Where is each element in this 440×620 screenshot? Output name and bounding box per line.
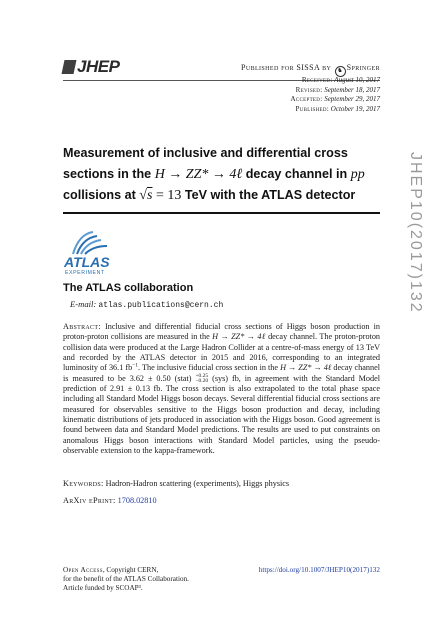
- doi-link[interactable]: https://doi.org/10.1007/JHEP10(2017)132: [258, 566, 380, 574]
- title-rule: [63, 212, 380, 214]
- published-for-text: Published for SISSA by: [240, 63, 332, 72]
- publication-dates: [291, 76, 380, 114]
- paper-title: [63, 143, 380, 206]
- date-received: Received: August 10, 2017: [301, 76, 380, 84]
- atlas-logo-word: ATLAS: [64, 254, 110, 270]
- arxiv-label: ArXiv ePrint:: [63, 496, 116, 505]
- date-revised: Revised: September 18, 2017: [295, 85, 380, 94]
- keywords: [63, 479, 380, 488]
- arxiv-link[interactable]: 1708.02810: [117, 496, 157, 505]
- publisher-name: Springer: [346, 63, 380, 72]
- atlas-logo-graphic: [63, 228, 115, 276]
- footer-license: [63, 566, 189, 593]
- footer-line-3: Article funded by SCOAP³.: [63, 584, 143, 592]
- atlas-logo-sub: EXPERIMENT: [65, 270, 105, 276]
- title-sqrt-s: √s: [139, 188, 153, 203]
- springer-horse-icon: ♞: [335, 66, 346, 77]
- side-identifier-text: JHEP10(2017)132: [407, 152, 424, 314]
- collaboration-name: The ATLAS collaboration: [63, 282, 194, 294]
- title-line-3: collisions at √s = 13 TeV with the ATLAS detector: [63, 188, 356, 203]
- abstract: Abstract: Inclusive and differential fiducial cross sections of Higgs boson production in proton-proton collisions are measured in the H → ZZ* → 4ℓ decay channel. The proton-proton collision data were produced at the Large Hadron Collider at a centre-of-mass energy of 13 TeV and recorded by the ATLAS detector in 2015 and 2016, corresponding to an integrated luminosity of 36.1 $fb^{-1}$. The inclusive fiducial cross section in the H → ZZ* → 4ℓ decay channel is measured to be 3.62 ± 0.50 (stat) +0.25 −0.20 (sys) fb, in agreement with the Standard Model prediction of 2.91 ± 0.13 fb. The cross section is also extrapolated to the total phase space including all Standard Model Higgs boson decays. Several differential fiducial cross sections are measured for observables sensitive to the Higgs boson production and decay, including kinematic distributions of jets produced in association with the Higgs boson. Good agreement is found between data and Standard Model predictions. The results are used to put constraints on anomalous Higgs boson interactions with Standard Model particles, using the pseudo-observable extension to the kappa-framework.: [63, 322, 381, 456]
- date-accepted: Accepted: September 29, 2017: [290, 95, 380, 104]
- title-line-1: Measurement of inclusive and differential cross: [63, 146, 348, 160]
- arxiv-eprint: [63, 496, 157, 505]
- published-by-line: [241, 63, 380, 77]
- jhep-logo-text: JHEP: [77, 57, 120, 76]
- jhep-logo: [63, 57, 133, 77]
- keywords-text: Hadron-Hadron scattering (experiments), Higgs physics: [103, 479, 290, 488]
- email-link[interactable]: atlas.publications@cern.ch: [98, 301, 224, 310]
- footer-line-1: Open Access, Copyright CERN,: [63, 566, 159, 574]
- jhep-logo-mark: [62, 60, 77, 74]
- email-label: E-mail:: [70, 299, 97, 309]
- date-published: Published: October 19, 2017: [295, 104, 380, 113]
- title-line-2: sections in the H → ZZ* → 4ℓ decay channel in pp: [63, 167, 365, 182]
- keywords-label: Keywords:: [63, 479, 104, 488]
- title-pp: pp: [350, 167, 365, 182]
- atlas-experiment-logo: [63, 228, 115, 276]
- side-identifier-stamp: [398, 152, 424, 312]
- title-decay-math: H → ZZ* → 4ℓ: [154, 167, 243, 182]
- email-line: [70, 299, 223, 310]
- footer-line-2: for the benefit of the ATLAS Collaboration.: [63, 575, 189, 583]
- abstract-heading: Abstract:: [63, 322, 101, 331]
